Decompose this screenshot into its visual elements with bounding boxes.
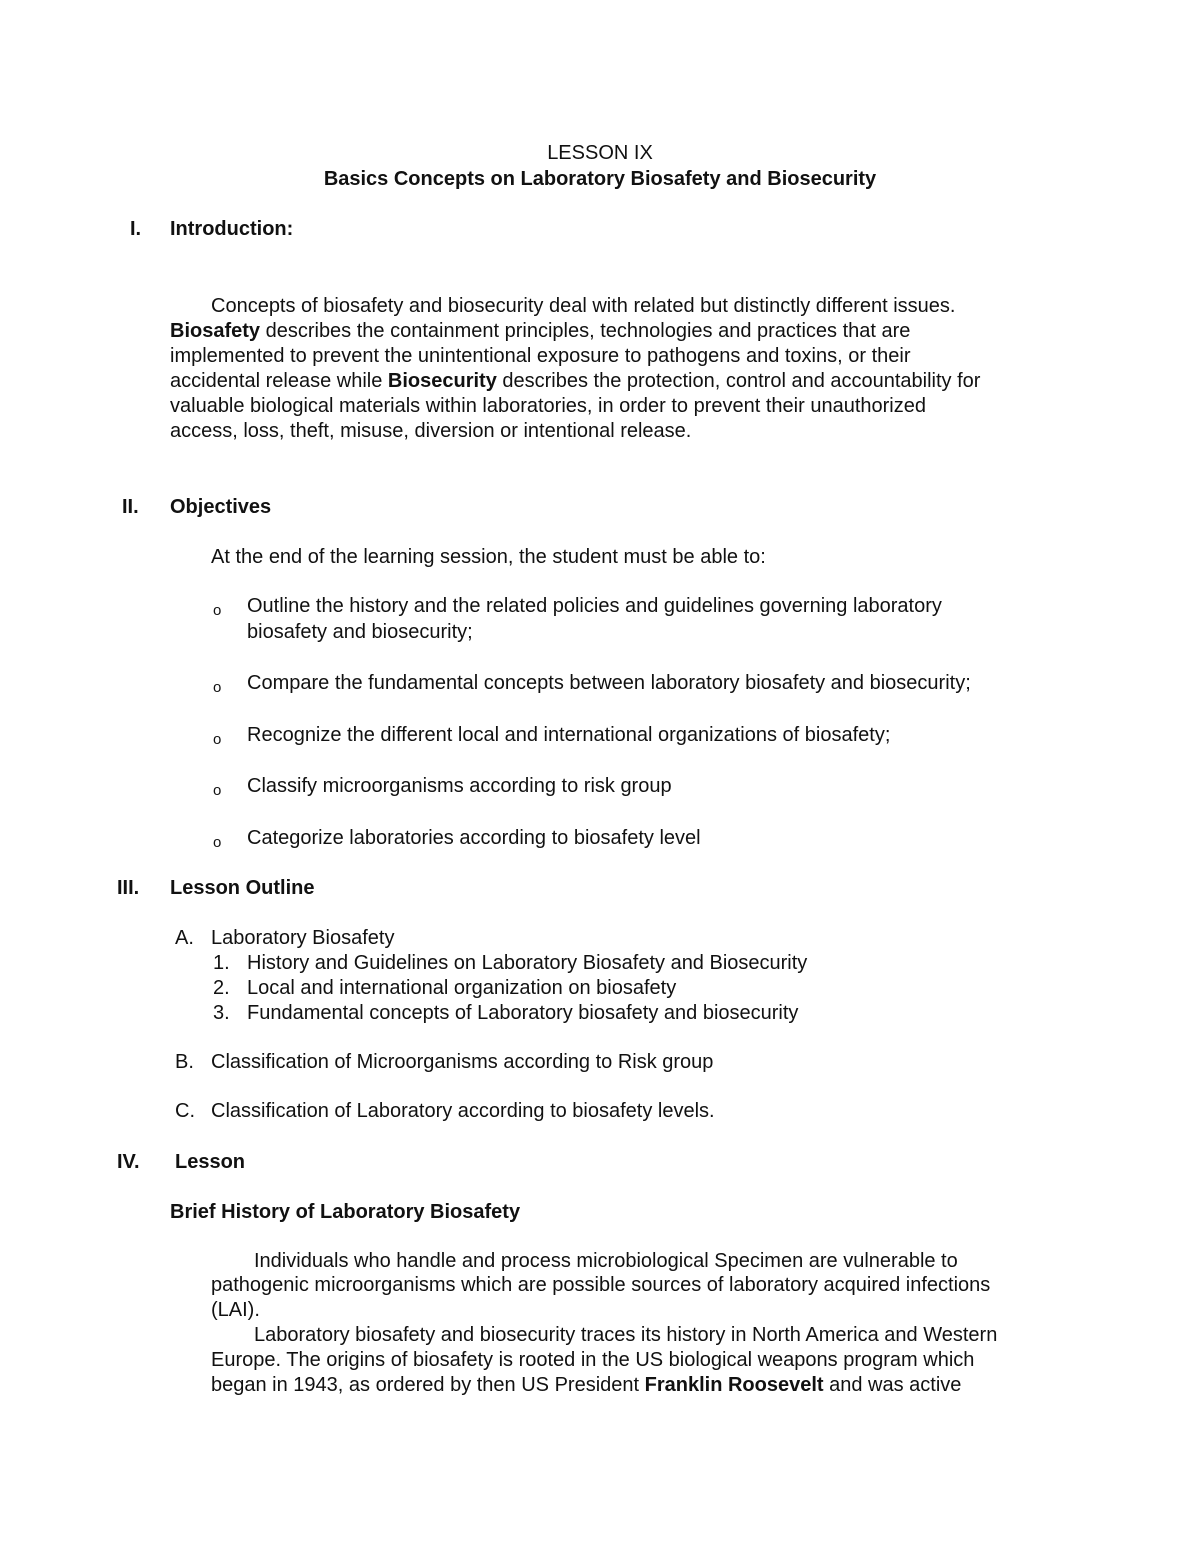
list-item: Classify microorganisms according to risk group: [247, 775, 672, 797]
bullet-icon: o: [213, 834, 222, 851]
outline-item: Classification of Microorganisms according to Risk group: [211, 1051, 714, 1073]
outline-subitem: History and Guidelines on Laboratory Biosafety and Biosecurity: [247, 952, 808, 974]
intro-text: accidental release while: [170, 370, 388, 392]
section-heading-outline: Lesson Outline: [170, 877, 315, 899]
section-heading-lesson: Lesson: [175, 1151, 246, 1173]
intro-line: implemented to prevent the unintentional exposure to pathogens and toxins, or their: [170, 345, 911, 367]
list-item: Recognize the different local and international organizations of biosafety;: [247, 724, 891, 746]
outline-marker: A.: [175, 927, 194, 949]
lesson-title: Basics Concepts on Laboratory Biosafety and Biosecurity: [323, 168, 877, 190]
outline-subitem-marker: 3.: [213, 1002, 230, 1024]
intro-line: access, loss, theft, misuse, diversion or intentional release.: [170, 420, 692, 442]
section-heading-objectives: Objectives: [170, 496, 272, 518]
intro-text: describes the protection, control and accountability for: [496, 370, 981, 392]
objectives-lead: At the end of the learning session, the student must be able to:: [211, 546, 766, 568]
subheading-history: Brief History of Laboratory Biosafety: [170, 1201, 521, 1223]
lesson-number: LESSON IX: [547, 142, 653, 164]
bullet-icon: o: [213, 782, 222, 799]
section-number-objectives: II.: [122, 496, 139, 518]
section-heading-intro: Introduction:: [170, 218, 294, 240]
section-number-intro: I.: [130, 218, 142, 240]
outline-marker: C.: [175, 1100, 195, 1122]
outline-item: Laboratory Biosafety: [211, 927, 395, 949]
intro-line: Concepts of biosafety and biosecurity deal with related but distinctly different issues.: [211, 295, 956, 317]
intro-line: [170, 319, 910, 344]
list-item: Categorize laboratories according to biosafety level: [247, 827, 701, 849]
list-item: Outline the history and the related policies and guidelines governing laboratory: [247, 595, 942, 617]
outline-subitem: Fundamental concepts of Laboratory biosafety and biosecurity: [247, 1002, 799, 1024]
bullet-icon: o: [213, 679, 222, 696]
term-biosecurity: Biosecurity: [387, 370, 497, 392]
lesson-line: Europe. The origins of biosafety is rooted in the US biological weapons program which: [211, 1349, 975, 1371]
lesson-line: Laboratory biosafety and biosecurity traces its history in North America and Western: [254, 1324, 998, 1346]
person-name: Franklin Roosevelt: [644, 1374, 824, 1396]
lesson-text: and was active: [823, 1374, 962, 1396]
intro-text: describes the containment principles, technologies and practices that are: [260, 320, 911, 342]
section-number-lesson: IV.: [117, 1151, 140, 1173]
bullet-icon: o: [213, 731, 222, 748]
lesson-line: pathogenic microorganisms which are possible sources of laboratory acquired infections: [211, 1274, 991, 1296]
lesson-line: [211, 1373, 961, 1398]
outline-subitem-marker: 2.: [213, 977, 230, 999]
outline-subitem-marker: 1.: [213, 952, 230, 974]
intro-line: valuable biological materials within laboratories, in order to prevent their unauthorized: [170, 395, 926, 417]
lesson-text: began in 1943, as ordered by then US President: [211, 1374, 645, 1396]
bullet-icon: o: [213, 602, 222, 619]
term-biosafety: Biosafety: [170, 320, 261, 342]
outline-marker: B.: [175, 1051, 194, 1073]
list-item-continuation: biosafety and biosecurity;: [247, 621, 473, 643]
list-item: Compare the fundamental concepts between laboratory biosafety and biosecurity;: [247, 672, 971, 694]
lesson-line: Individuals who handle and process microbiological Specimen are vulnerable to: [254, 1250, 958, 1272]
section-number-outline: III.: [117, 877, 140, 899]
lesson-line: (LAI).: [211, 1299, 260, 1321]
intro-line: [170, 369, 980, 394]
outline-item: Classification of Laboratory according to biosafety levels.: [211, 1100, 715, 1122]
outline-subitem: Local and international organization on biosafety: [247, 977, 677, 999]
